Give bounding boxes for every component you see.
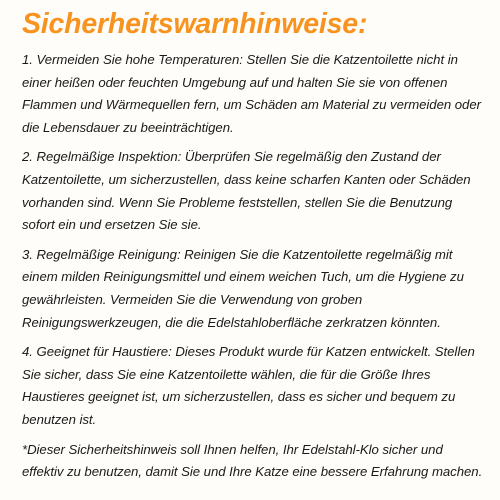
footnote: *Dieser Sicherheitshinweis soll Ihnen helfen, Ihr Edelstahl-Klo sicher und effektiv zu benutzen, damit Sie und Ihre Katze eine bessere Erfahrung machen.	[22, 441, 483, 480]
warning-item-high-temperature: 1. Vermeiden Sie hohe Temperaturen: Stellen Sie die Katzentoilette nicht in einer heißen oder feuchten Umgebung auf und halten Sie sie von offenen Flammen und Wärmequellen fern, um Schäden am Material zu vermeiden oder die Lebensdauer zu beeinträchtigen.	[22, 52, 481, 135]
warning-item-cleaning: 3. Regelmäßige Reinigung: Reinigen Sie die Katzentoilette regelmäßig mit einem milden Reinigungsmittel und einem weichen Tuch, um die Hygiene zu gewährleisten. Vermeiden Sie die Verwendung von groben Reinigungswerkzeugen, die die Edelstahloberfläche zerkratzen könnten.	[22, 246, 464, 330]
page-title: Sicherheitswarnhinweise:	[22, 8, 368, 40]
warning-list	[22, 49, 486, 484]
warning-item-inspection: 2. Regelmäßige Inspektion: Überprüfen Sie regelmäßig den Zustand der Katzentoilette, um sicherzustellen, dass keine scharfen Kanten oder Schäden vorhanden sind. Wenn Sie Probleme feststellen, stellen Sie die Benutzung sofort ein und ersetzen Sie sie.	[22, 149, 471, 233]
warning-item-pet-suitability: 4. Geeignet für Haustiere: Dieses Produkt wurde für Katzen entwickelt. Stellen Sie sicher, dass Sie eine Katzentoilette wählen, die für die Größe Ihres Haustieres geeignet ist, um sicherzustellen, dass es sicher und bequem zu benutzen ist.	[22, 344, 475, 427]
